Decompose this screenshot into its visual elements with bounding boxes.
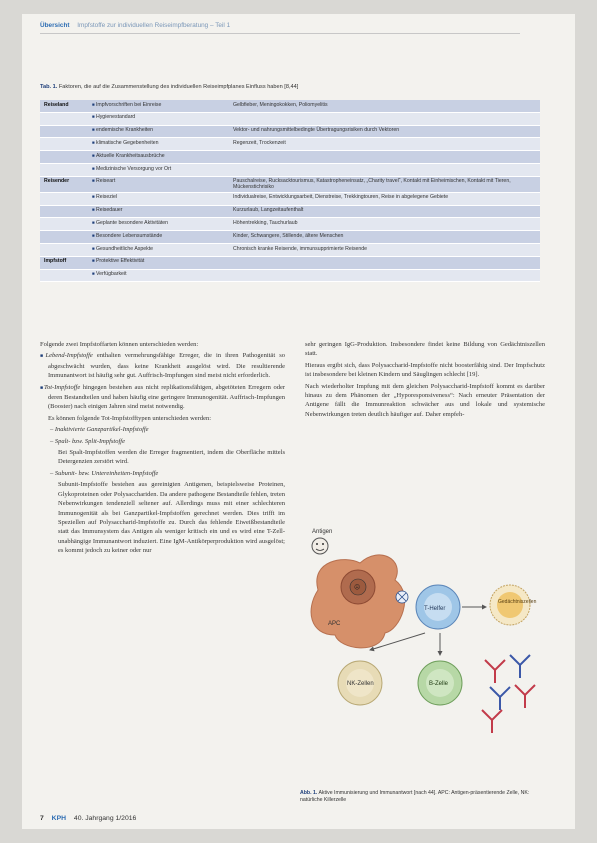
- table-row: [40, 231, 540, 244]
- right-paragraph-1: sehr geringen IgG-Produktion. Insbesondere findet keine Bildung von Gedächtniszellen statt.: [305, 341, 545, 358]
- text-dead: hingegen bestehen aus nicht replikationsfähigen, abgetöteten Erregern oder deren Bestandteilen und haben häufig eine geringere Immunogenität. Auffrisch-Impfungen (Booster) nach einigen Jahren sind meist notwendig.: [48, 383, 285, 411]
- table-cell-factor: ■ Hygienestandard: [88, 112, 229, 125]
- label-antigen: Antigen: [312, 529, 333, 535]
- memory-cell: [490, 585, 537, 625]
- table-cell-example: Gelbfieber, Meningokokken, Poliomyelitis: [229, 100, 540, 112]
- table-row: [40, 112, 540, 125]
- issue-info: 40. Jahrgang 1/2016: [73, 815, 137, 822]
- table-cell-factor: ■ Geplante besondere Aktivitäten: [88, 218, 229, 231]
- immune-response-figure: [300, 525, 550, 780]
- magazine-name: KPH: [51, 815, 67, 822]
- table-cell-factor: ■ Besondere Lebensumstände: [88, 231, 229, 244]
- bullet-dead-vaccines: [40, 383, 285, 412]
- left-column: [40, 340, 285, 558]
- table-cell-example: [229, 151, 540, 164]
- table-cell-factor: ■ endemische Krankheiten: [88, 125, 229, 138]
- table-cell-group: [40, 244, 88, 257]
- antibodies-icon: [482, 655, 535, 733]
- table-cell-factor: ■ Medizinische Versorgung vor Ort: [88, 163, 229, 176]
- table-cell-example: [229, 112, 540, 125]
- table-cell-group: [40, 218, 88, 231]
- running-header: [40, 22, 520, 34]
- table-cell-factor: ■ klimatische Gegebenheiten: [88, 138, 229, 151]
- term-dead: Tot-Impfstoffe: [43, 383, 81, 391]
- text-live: enthalten vermehrungsfähige Erreger, die in ihren Pathogenität so abgeschwächt wurden, dass keine Krankheit ausgelöst wird. Die resultierende Immunantwort ist häufig sehr gut. Auffrisch-Impfungen sind meist nicht erforderlich.: [48, 352, 285, 380]
- types-paragraph: Es können folgende Tot-Impfstofftypen unterschieden werden:: [48, 414, 212, 422]
- table-cell-example: [229, 269, 540, 282]
- table-cell-group: [40, 205, 88, 218]
- header-section: Übersicht: [40, 22, 70, 29]
- table-cell-example: Chronisch kranke Reisende, immunsupprimierte Reisende: [229, 244, 540, 257]
- right-paragraph-3: Nach wiederholter Impfung mit dem gleichen Polysaccharid-Impfstoff kommt es darüber hinaus zu dem Phänomen der „Hyporesponsiveness“: Nach erneuter Präsentation der Antigene fällt die Immunreaktion schwächer aus und lokale und systemische Nebenwirkungen treten deutlich häufiger auf. Daher empfeh-: [305, 382, 545, 418]
- intro-paragraph: Folgende zwei Impfstoffarten können unterschieden werden:: [40, 341, 199, 348]
- label-nk: NK-Zellen: [347, 681, 374, 687]
- table-cell-factor: ■ Gesundheitliche Aspekte: [88, 244, 229, 257]
- table-caption-text: Faktoren, die auf die Zusammenstellung des individuellen Reiseimpfplanes Einfluss haben [8,44]: [58, 84, 299, 90]
- table-row: [40, 151, 540, 164]
- t-helper-cell: [416, 585, 460, 629]
- table-cell-example: Kurzurlaub, Langzeitaufenthalt: [229, 205, 540, 218]
- apc-cell: [311, 555, 405, 648]
- table-cell-group: [40, 125, 88, 138]
- table-cell-example: Pauschalreise, Rucksacktourismus, Katastropheneinsatz, „Charity travel“, Kontakt mit Einheimischen, Kontakt mit Tieren, Mückenstichrisiko: [229, 176, 540, 192]
- table-cell-group: [40, 269, 88, 282]
- table-cell-example: Regenzeit, Trockenzeit: [229, 138, 540, 151]
- table-row: [40, 218, 540, 231]
- table-cell-group: [40, 151, 88, 164]
- figure-label: Abb. 1.: [300, 790, 318, 796]
- table-row: [40, 256, 540, 269]
- bullet-live-vaccines: [40, 351, 285, 380]
- table-cell-group: [40, 112, 88, 125]
- label-memory: Gedächtniszellen: [498, 599, 537, 605]
- table-cell-factor: ■ Protektive Effektivität: [88, 256, 229, 269]
- table-row: [40, 269, 540, 282]
- factors-table: [40, 100, 540, 282]
- table-cell-example: Höhentrekking, Tauchurlaub: [229, 218, 540, 231]
- table-cell-factor: ■ Aktuelle Krankheitsausbrüche: [88, 151, 229, 164]
- table-cell-example: [229, 163, 540, 176]
- table-cell-group: Reiseland: [40, 100, 88, 112]
- table-cell-factor: ■ Reiseziel: [88, 192, 229, 205]
- table-label: Tab. 1.: [40, 84, 58, 90]
- table-cell-factor: ■ Impfvorschriften bei Einreise: [88, 100, 229, 112]
- subunit-text: Subunit-Impfstoffe bestehen aus gereinigten Antigenen, beispielsweise Proteinen, Glykoproteinen oder Polysacchariden. Da andere pathogene Bestandteile fehlen, treten Nebenwirkungen tendenziell seltener auf. Allerdings muss mit einer schlechteren Immunogenität als bei Ganzpartikel-Impfstoffen gerechnet werden. Dies trifft im Speziellen auf Polysaccharid-Impfstoffe zu. Durch das fehlende Eiweißbestandteile statt das Immunsystem das Antigen als weniger kritisch ein und es wird eine T-Zell-unabhängige Immunantwort induziert. Eine IgM-Antikörperproduktion wird ausgelöst; es kommt jedoch zu keiner oder nur: [58, 481, 285, 555]
- table-cell-example: Kinder, Schwangere, Stillende, ältere Menschen: [229, 231, 540, 244]
- table-cell-group: Reisender: [40, 176, 88, 192]
- subtype-inactivated: – Inaktivierte Ganzpartikel-Impfstoffe: [50, 426, 149, 434]
- table-row: [40, 163, 540, 176]
- label-b-cell: B-Zelle: [429, 681, 449, 687]
- label-t-helper: T-Helfer: [424, 606, 446, 612]
- svg-text:☹: ☹: [354, 585, 361, 591]
- figure-caption: [300, 790, 545, 804]
- table-row: [40, 138, 540, 151]
- subtype-subunit: – Subunit- bzw. Untereinheiten-Impfstoffe: [50, 469, 159, 477]
- b-cell: [418, 661, 462, 705]
- table-row: [40, 100, 540, 112]
- table-row: [40, 205, 540, 218]
- receptor-icon: [396, 591, 408, 603]
- table-cell-group: [40, 138, 88, 151]
- table-cell-factor: ■ Reisedauer: [88, 205, 229, 218]
- header-title: Impfstoffe zur individuellen Reiseimpfberatung – Teil 1: [77, 22, 231, 29]
- nk-cell: [338, 661, 382, 705]
- figure-caption-text: Aktive Immunisierung und Immunantwort [nach 44]. APC: Antigen-präsentierende Zelle, NK: natürliche Killerzelle: [300, 790, 530, 803]
- antigen-icon: [312, 538, 328, 554]
- table-cell-group: [40, 163, 88, 176]
- table-cell-example: Individualreise, Entwicklungsarbeit, Dienstreise, Trekkingtouren, Reise in abgelegene Gebiete: [229, 192, 540, 205]
- right-column: [305, 340, 545, 421]
- table-cell-factor: ■ Reiseart: [88, 176, 229, 192]
- table-row: [40, 192, 540, 205]
- table-cell-group: Impfstoff: [40, 256, 88, 269]
- subtype-split: – Spalt- bzw. Split-Impfstoffe: [50, 437, 125, 445]
- table-row: [40, 125, 540, 138]
- table-cell-group: [40, 231, 88, 244]
- table-cell-example: [229, 256, 540, 269]
- table-cell-example: Vektor- und nahrungsmittelbedingte Übertragungsrisiken durch Vektoren: [229, 125, 540, 138]
- table-cell-group: [40, 192, 88, 205]
- page-footer: [40, 815, 136, 822]
- table-cell-factor: ■ Verfügbarkeit: [88, 269, 229, 282]
- table-row: [40, 176, 540, 192]
- right-paragraph-2: Hieraus ergibt sich, dass Polysaccharid-Impfstoffe nicht boosterfähig sind. Der Impfschutz ist insbesondere bei kleinen Kindern und Säuglingen schlecht [19].: [305, 361, 545, 379]
- label-apc: APC: [328, 621, 341, 627]
- table-row: [40, 244, 540, 257]
- table-caption: [40, 84, 540, 90]
- page-number: 7: [40, 815, 44, 822]
- term-live: Lebend-Impfstoffe: [45, 352, 93, 360]
- split-text: Bei Spalt-Impfstoffen werden die Erreger fragmentiert, indem die Oberfläche mittels Detergenzien zerstört wird.: [58, 449, 285, 466]
